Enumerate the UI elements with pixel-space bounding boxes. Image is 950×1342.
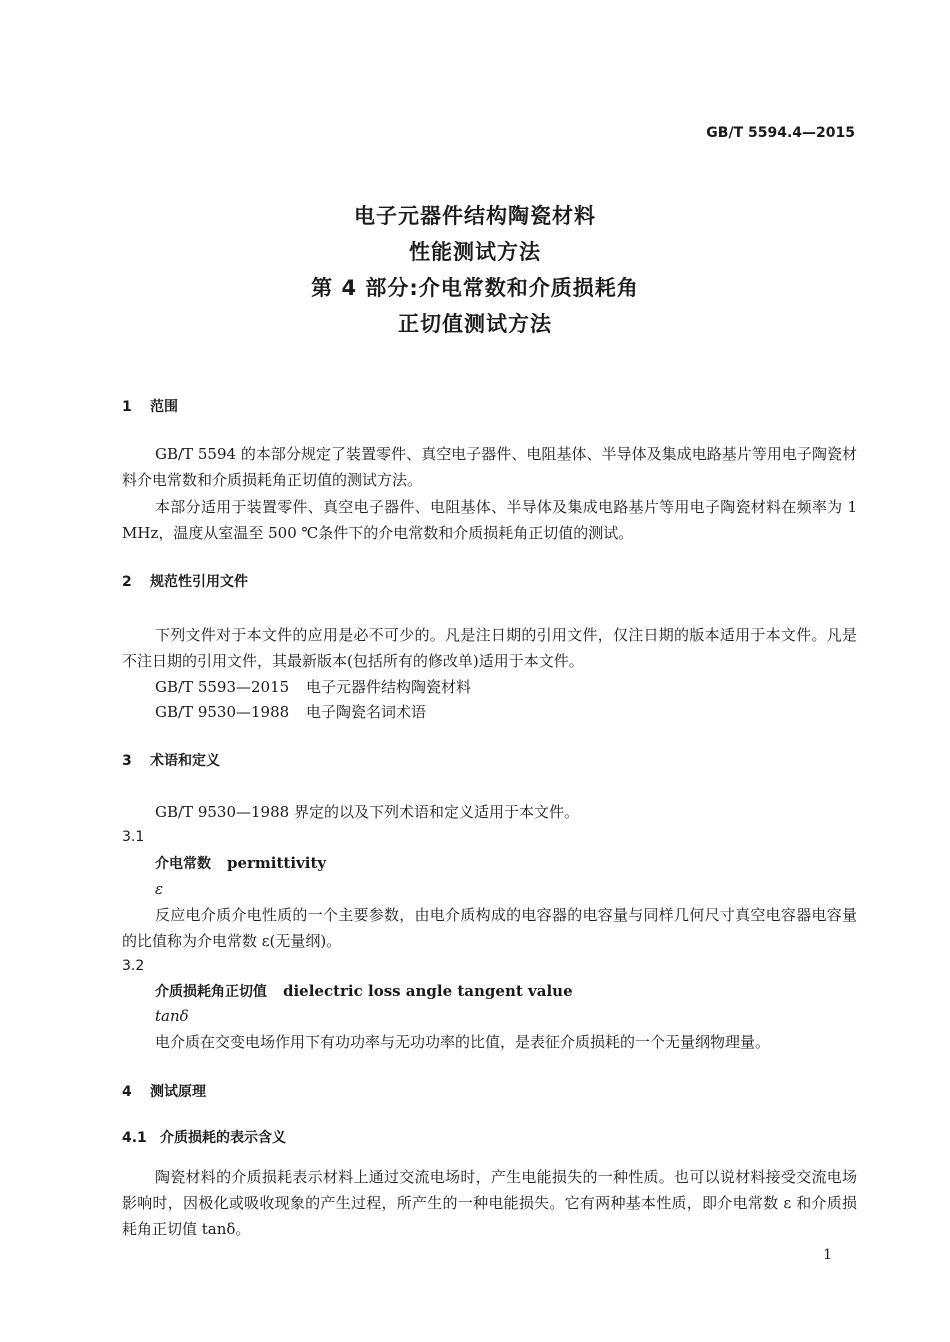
section-2-paragraph: 下列文件对于本文件的应用是必不可少的。凡是注日期的引用文件，仅注日期的版本适用于本文件。凡是不注日期的引用文件，其最新版本(包括所有的修改单)适用于本文件。: [122, 626, 857, 670]
section-number: 4: [122, 1084, 132, 1100]
title-line-2: 性能测试方法: [409, 240, 541, 264]
section-1-paragraph-2: 本部分适用于装置零件、真空电子器件、电阻基体、半导体及集成电路基片等用电子陶瓷材料在频率为 1 MHz，温度从室温至 500 ℃条件下的介电常数和介质损耗角正切值的测试。: [122, 498, 857, 542]
subsection-4-1-paragraph: 陶瓷材料的介质损耗表示材料上通过交流电场时，产生电能损失的一种性质。也可以说材料接受交流电场影响时，因极化或吸收现象的产生过程，所产生的一种电能损失。它有两种基本性质，即介电常数 ε 和介质损耗角正切值 tanδ。: [122, 1168, 857, 1238]
section-title: 范围: [150, 399, 178, 415]
section-number: 1: [122, 399, 132, 415]
section-title: 术语和定义: [150, 753, 220, 769]
section-2-heading: [122, 569, 248, 595]
page-number: 1: [823, 1247, 832, 1263]
section-number: 3: [122, 753, 132, 769]
document-title: [0, 198, 950, 342]
reference-item: [155, 674, 471, 700]
title-line-4: 正切值测试方法: [398, 312, 552, 336]
term-en: dielectric loss angle tangent value: [283, 982, 573, 1000]
title-line-3: 第 4 部分:介电常数和介质损耗角: [311, 276, 639, 300]
reference-title: 电子陶瓷名词术语: [306, 703, 427, 721]
section-1-paragraph-1: GB/T 5594 的本部分规定了装置零件、真空电子器件、电阻基体、半导体及集成电路基片等用电子陶瓷材料介电常数和介质损耗角正切值的测试方法。: [122, 445, 857, 489]
section-3-heading: [122, 748, 220, 774]
reference-code: GB/T 5593—2015: [155, 678, 290, 696]
term-entry: [155, 850, 326, 877]
standard-code: GB/T 5594.4—2015: [706, 125, 855, 141]
reference-title: 电子元器件结构陶瓷材料: [306, 678, 472, 696]
term-definition: 反应电介质介电性质的一个主要参数，由电介质构成的电容器的电容量与同样几何尺寸真空电容器电容量的比值称为介电常数 ε(无量纲)。: [122, 906, 857, 950]
subsection-4-1-heading: [122, 1125, 286, 1151]
section-4-heading: [122, 1079, 206, 1105]
section-3-intro: GB/T 9530—1988 界定的以及下列术语和定义适用于本文件。: [155, 803, 579, 821]
term-symbol: tanδ: [155, 1007, 189, 1025]
subsection-title: 介质损耗的表示含义: [160, 1130, 286, 1146]
term-en: permittivity: [227, 854, 327, 872]
section-title: 测试原理: [150, 1084, 206, 1100]
term-symbol: ε: [155, 880, 164, 898]
section-1-heading: [122, 394, 178, 420]
term-number: 3.1: [122, 829, 145, 845]
reference-code: GB/T 9530—1988: [155, 703, 290, 721]
title-line-1: 电子元器件结构陶瓷材料: [354, 204, 596, 228]
term-zh: 介质损耗角正切值: [155, 984, 267, 1000]
term-entry: [155, 978, 573, 1005]
term-definition: 电介质在交变电场作用下有功功率与无功功率的比值，是表征介质损耗的一个无量纲物理量。: [155, 1033, 771, 1051]
term-number: 3.2: [122, 958, 145, 974]
section-title: 规范性引用文件: [150, 574, 248, 590]
subsection-number: 4.1: [122, 1130, 147, 1146]
term-zh: 介电常数: [155, 856, 211, 872]
section-number: 2: [122, 574, 132, 590]
reference-item: [155, 699, 426, 725]
